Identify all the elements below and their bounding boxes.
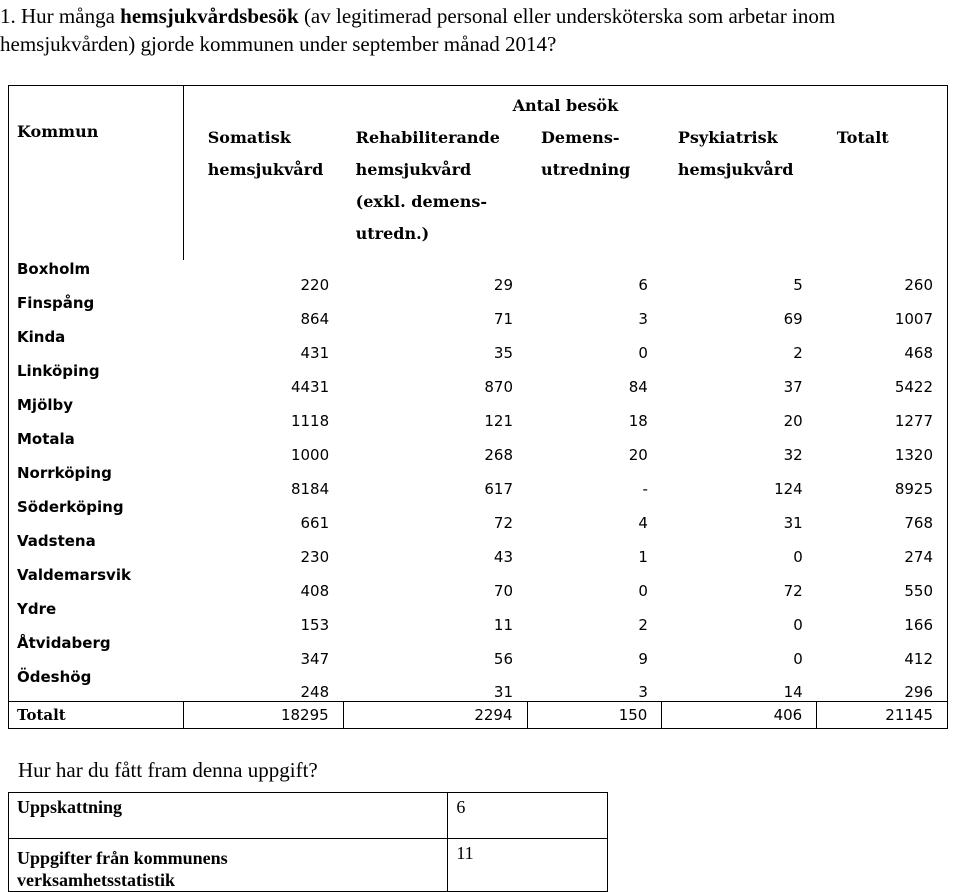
cell-value: 412: [817, 634, 948, 668]
cell-value: 124: [774, 479, 803, 498]
question-bold-term: hemsjukvårdsbesök: [120, 4, 299, 28]
cell-value: 56: [493, 649, 514, 668]
table-row: [9, 260, 948, 294]
col-header-rehab: Rehabiliterande hemsjukvård (exkl. demens- utredn.): [355, 127, 500, 243]
cell-value: 43: [493, 547, 514, 566]
kommun-name: Söderköping: [9, 498, 184, 532]
cell-value: 347: [300, 649, 330, 668]
cell-value: 406: [662, 702, 817, 729]
cell-value: 150: [527, 702, 662, 729]
cell-value: 3: [638, 309, 648, 328]
cell-value: 18: [628, 411, 648, 430]
table-row: [9, 532, 948, 566]
cell-value: 2294: [343, 702, 527, 729]
cell-value: 870: [484, 377, 514, 396]
cell-value: -: [642, 479, 648, 498]
cell-value: 0: [793, 547, 803, 566]
table-row: [9, 566, 948, 600]
kommun-name: Finspång: [9, 294, 184, 328]
cell-value: 32: [783, 445, 803, 464]
cell-value: 20: [783, 411, 803, 430]
cell-value: 1320: [817, 430, 948, 464]
cell-value: 864: [300, 309, 330, 328]
table-row: [9, 396, 948, 430]
cell-value: 37: [783, 377, 803, 396]
cell-value: 661: [300, 513, 330, 532]
question-2: Hur har du fått fram denna uppgift?: [18, 758, 318, 782]
cell-value: 0: [638, 581, 648, 600]
cell-value: 260: [817, 260, 948, 294]
cell-value: 408: [300, 581, 330, 600]
cell-value: 768: [817, 498, 948, 532]
col-header-totalt: Totalt: [817, 122, 948, 260]
question-1: [0, 2, 960, 58]
table-row: [9, 464, 948, 498]
cell-value: 268: [484, 445, 514, 464]
table-row: [9, 328, 948, 362]
antal-besok-header: Antal besök: [183, 86, 947, 122]
kommun-name: Boxholm: [9, 260, 184, 294]
cell-value: 31: [783, 513, 803, 532]
cell-value: 29: [493, 275, 514, 294]
cell-value: 1007: [817, 294, 948, 328]
kommun-name: Valdemarsvik: [9, 566, 184, 600]
total-row: [9, 702, 948, 729]
cell-value: 71: [493, 309, 514, 328]
cell-value: 1118: [290, 411, 330, 430]
cell-value: 468: [817, 328, 948, 362]
visits-table: [8, 85, 948, 729]
cell-value: 1: [638, 547, 648, 566]
cell-value: 0: [793, 649, 803, 668]
cell-value: 617: [484, 479, 514, 498]
cell-value: 21145: [817, 702, 948, 729]
cell-value: 8925: [817, 464, 948, 498]
table-row: [9, 498, 948, 532]
cell-value: 1277: [817, 396, 948, 430]
cell-value: 6: [638, 275, 648, 294]
cell-value: 248: [300, 683, 330, 701]
total-label: Totalt: [9, 702, 184, 729]
cell-value: 220: [300, 275, 330, 294]
kommun-name: Vadstena: [9, 532, 184, 566]
source-value-estimate: 6: [448, 793, 608, 839]
cell-value: 20: [628, 445, 648, 464]
cell-value: 550: [817, 566, 948, 600]
cell-value: 31: [493, 683, 514, 701]
cell-value: 11: [493, 615, 514, 634]
kommun-header: Kommun: [9, 86, 184, 260]
kommun-name: Linköping: [9, 362, 184, 396]
table-row: [9, 634, 948, 668]
cell-value: 70: [493, 581, 514, 600]
kommun-name: Kinda: [9, 328, 184, 362]
cell-value: 121: [484, 411, 514, 430]
kommun-name: Åtvidaberg: [9, 634, 184, 668]
cell-value: 4: [638, 513, 648, 532]
cell-value: 69: [783, 309, 803, 328]
kommun-name: Ydre: [9, 600, 184, 634]
cell-value: 153: [300, 615, 330, 634]
table-row: [9, 430, 948, 464]
cell-value: 5422: [817, 362, 948, 396]
cell-value: 35: [493, 343, 514, 362]
cell-value: 2: [638, 615, 648, 634]
table-row: [9, 294, 948, 328]
col-header-psykiatrisk: Psykiatrisk hemsjukvård: [677, 127, 794, 179]
cell-value: 1000: [290, 445, 330, 464]
col-header-somatisk: Somatisk hemsjukvård: [207, 127, 324, 179]
kommun-name: Norrköping: [9, 464, 184, 498]
kommun-name: Mjölby: [9, 396, 184, 430]
source-value-statistics: 11: [448, 839, 608, 892]
question-suffix: (av legitimerad personal eller undersköterska som arbetar inom hemsjukvården) gjorde kommunen under september månad 2014?: [0, 4, 836, 56]
cell-value: 0: [638, 343, 648, 362]
cell-value: 0: [793, 615, 803, 634]
source-label-statistics: Uppgifter från kommunens verksamhetsstatistik: [9, 839, 448, 892]
question-prefix: 1. Hur många: [0, 4, 121, 28]
cell-value: 9: [638, 649, 648, 668]
table-row: [9, 668, 948, 702]
cell-value: 5: [793, 275, 803, 294]
cell-value: 4431: [290, 377, 330, 396]
cell-value: 72: [493, 513, 514, 532]
cell-value: 2: [793, 343, 803, 362]
cell-value: 3: [638, 683, 648, 701]
cell-value: 230: [300, 547, 330, 566]
cell-value: 296: [817, 668, 948, 702]
cell-value: 274: [817, 532, 948, 566]
cell-value: 72: [783, 581, 803, 600]
col-header-demens: Demens- utredning: [541, 127, 631, 179]
table-row: [9, 600, 948, 634]
cell-value: 84: [628, 377, 648, 396]
kommun-name: Ödeshög: [9, 668, 184, 702]
cell-value: 431: [300, 343, 330, 362]
kommun-name: Motala: [9, 430, 184, 464]
cell-value: 166: [817, 600, 948, 634]
cell-value: 14: [783, 683, 803, 701]
cell-value: 8184: [290, 479, 330, 498]
cell-value: 18295: [183, 702, 343, 729]
source-label-estimate: Uppskattning: [9, 793, 448, 839]
source-table: [8, 792, 608, 892]
table-row: [9, 362, 948, 396]
